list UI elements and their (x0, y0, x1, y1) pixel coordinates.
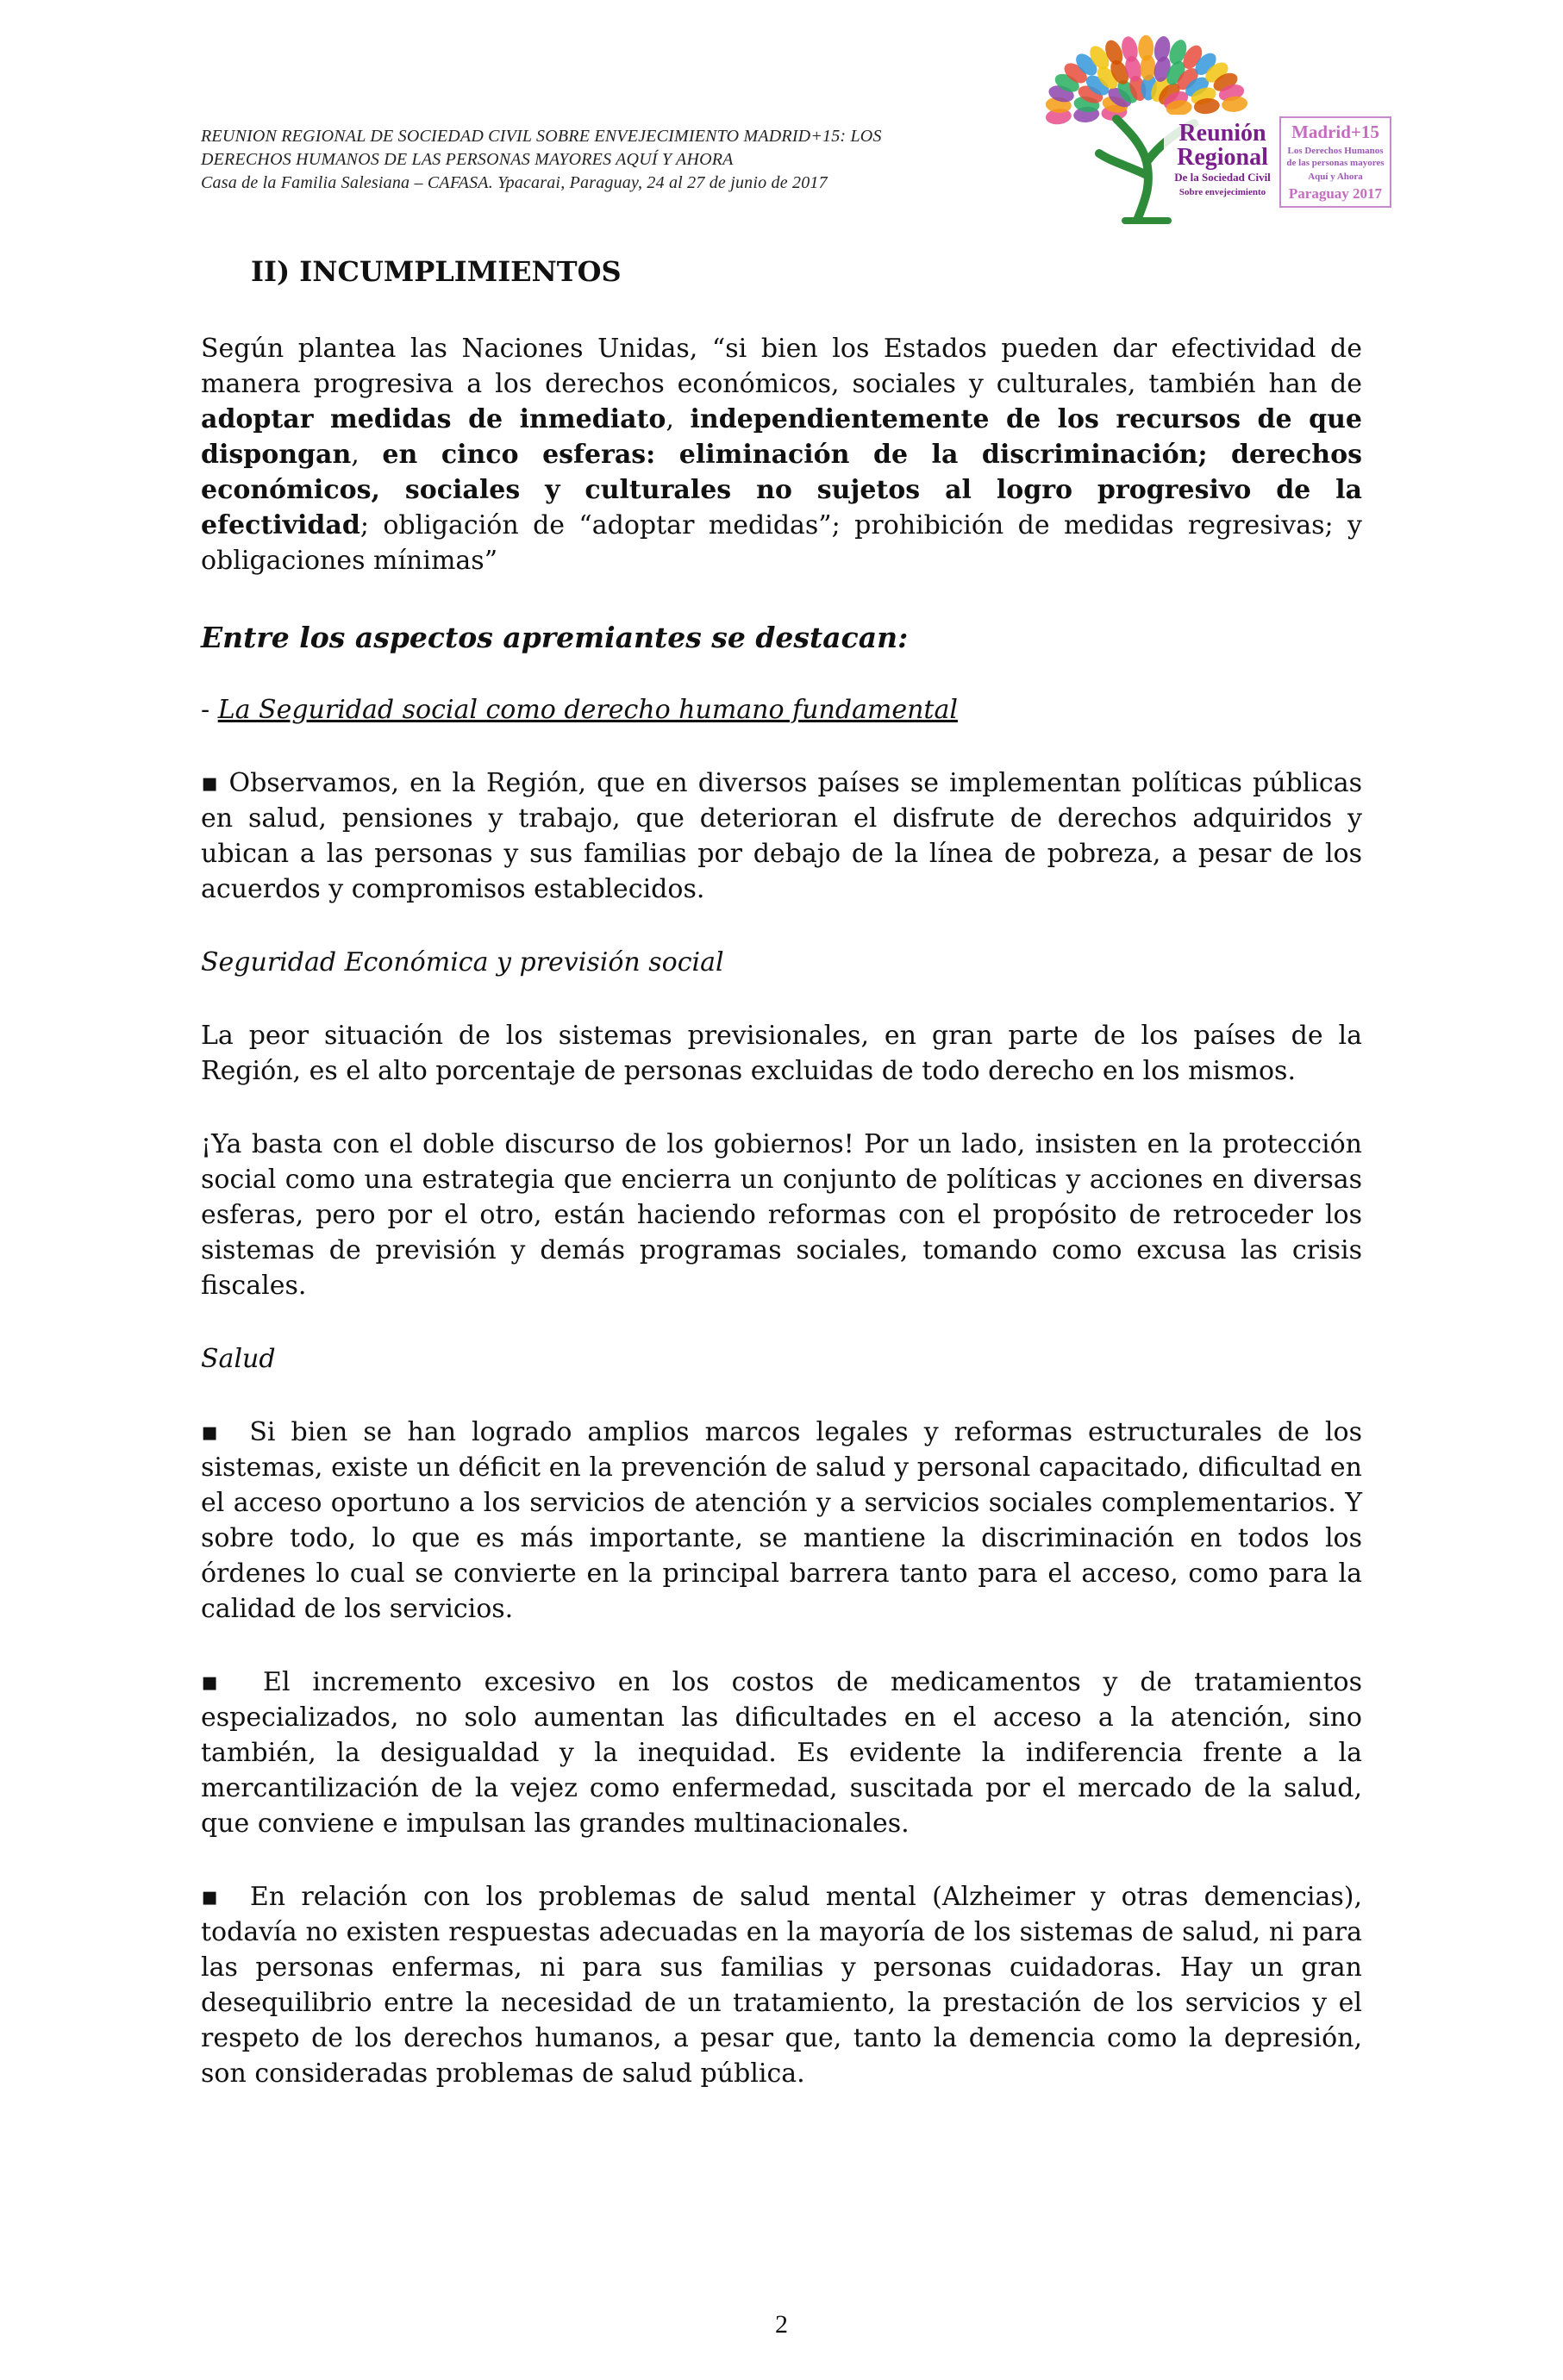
document-header (201, 125, 977, 195)
logo-sociedad: De la Sociedad Civil (1174, 171, 1271, 184)
p1-bold-2: independientemente de los recursos de que dispongan (201, 404, 1362, 470)
bullet-icon: ▪ (201, 1667, 219, 1697)
paragraph-marcos-legales (201, 1415, 1362, 1627)
subheading-salud: Salud (201, 1344, 276, 1374)
section-heading: II) INCUMPLIMIENTOS (251, 255, 622, 288)
paragraph-sistemas-previsionales: La peor situación de los sistemas previsionales, en gran parte de los países de la Región, es el alto porcentaje de personas excluidas de todo derecho en los mismos. (201, 1021, 1362, 1086)
logo-reunion: Reunión (1179, 120, 1266, 147)
logo-madrid-block (1280, 117, 1391, 207)
p1-text-3: , (351, 440, 383, 470)
page-number: 2 (775, 2310, 788, 2339)
header-line-3: Casa de la Familia Salesiana – CAFASA. Ypacarai, Paraguay, 24 al 27 de junio de 2017 (201, 173, 828, 192)
bullet-icon: ▪ (201, 1882, 219, 1912)
logo-leaf (1153, 35, 1172, 64)
logo-title-block (1164, 115, 1280, 209)
p2-text: Observamos, en la Región, que en diversos países se implementan políticas públicas en salud, pensiones y trabajo, que deterioran el disfrute de derechos adquiridos y ubican a las personas y sus familias por debajo de la línea de pobreza, a pesar de los acuerdos y compromisos establecidos. (201, 768, 1362, 904)
p7-text: En relación con los problemas de salud mental (Alzheimer y otras demencias), todavía no existen respuestas adecuadas en la mayoría de los sistemas de salud, ni para las personas enfermas, ni para sus familias y personas cuidadoras. Hay un gran desequilibrio entre la necesidad de un tratamiento, la prestación de los servicios y el respeto de los derechos humanos, a pesar que, tanto la demencia como la depresión, son consideradas problemas de salud pública. (201, 1882, 1362, 2089)
header-line-2: DERECHOS HUMANOS DE LAS PERSONAS MAYORES AQUÍ Y AHORA (201, 150, 734, 169)
p1-text-4: ; obligación de “adoptar medidas”; prohibición de medidas regresivas; y obligaciones mínimas” (201, 510, 1362, 576)
p6-text: El incremento excesivo en los costos de medicamentos y de tratamientos especializados, no solo aumentan las dificultades en el acceso a la atención, sino también, la desigualdad y la inequidad. Es evidente la indiferencia frente a la mercantilización de la vejez como enfermedad, suscitada por el mercado de la salud, que conviene e impulsan las grandes multinacionales. (201, 1667, 1363, 1839)
header-line-1: REUNION REGIONAL DE SOCIEDAD CIVIL SOBRE ENVEJECIMIENTO MADRID+15: LOS (201, 127, 882, 146)
document-body (201, 250, 1362, 2091)
subheading-aspectos: Entre los aspectos apremiantes se destacan: (201, 621, 909, 654)
dash-text: La Seguridad social como derecho humano fundamental (217, 695, 958, 725)
dash-prefix: - (201, 695, 218, 725)
paragraph-observamos (201, 765, 1362, 907)
paragraph-salud-mental (201, 1879, 1362, 2091)
p1-bold-3: en cinco esferas: eliminación de la discriminación; derechos económicos, sociales y culturales no sujetos al logro progresivo de la efectividad (201, 440, 1362, 540)
logo-regional: Regional (1177, 144, 1268, 171)
logo-derechos-2: de las personas mayores (1286, 158, 1385, 168)
paragraph-doble-discurso: ¡Ya basta con el doble discurso de los gobiernos! Por un lado, insisten en la protección social como una estrategia que encierra un conjunto de políticas y acciones en diversas esferas, pero por el otro, están haciendo reformas con el propósito de retroceder los sistemas de previsión y demás programas sociales, tomando como excusa las crisis fiscales. (201, 1129, 1362, 1301)
p1-bold-1: adoptar medidas de inmediato (201, 404, 666, 434)
logo-sobre: Sobre envejecimiento (1179, 187, 1266, 197)
paragraph-naciones-unidas (201, 331, 1362, 578)
logo-derechos-1: Los Derechos Humanos (1287, 146, 1384, 156)
bullet-icon: ▪ (201, 1417, 219, 1447)
paragraph-medicamentos (201, 1665, 1362, 1841)
logo-paraguay: Paraguay 2017 (1288, 185, 1383, 202)
p1-text-1: Según plantea las Naciones Unidas, “si bien los Estados pueden dar efectividad de manera progresiva a los derechos económicos, sociales y culturales, también han de (201, 334, 1362, 399)
subheading-seguridad-economica: Seguridad Económica y previsión social (201, 947, 724, 978)
p5-text: Si bien se han logrado amplios marcos legales y reformas estructurales de los sistemas, existe un déficit en la prevención de salud y personal capacitado, dificultad en el acceso oportuno a los servicios de atención y a servicios sociales complementarios. Y sobre todo, lo que es más importante, se mantiene la discriminación en todos los órdenes lo cual se convierte en la principal barrera tanto para el acceso, como para la calidad de los servicios. (201, 1417, 1362, 1624)
logo-aqui: Aquí y Ahora (1308, 172, 1363, 182)
p1-text-2: , (666, 404, 691, 434)
dash-item-seguridad-social (201, 692, 1362, 728)
logo-leaf (1138, 35, 1153, 61)
bullet-icon: ▪ (201, 768, 219, 798)
event-logo (1017, 24, 1407, 227)
logo-madrid: Madrid+15 (1291, 122, 1379, 142)
